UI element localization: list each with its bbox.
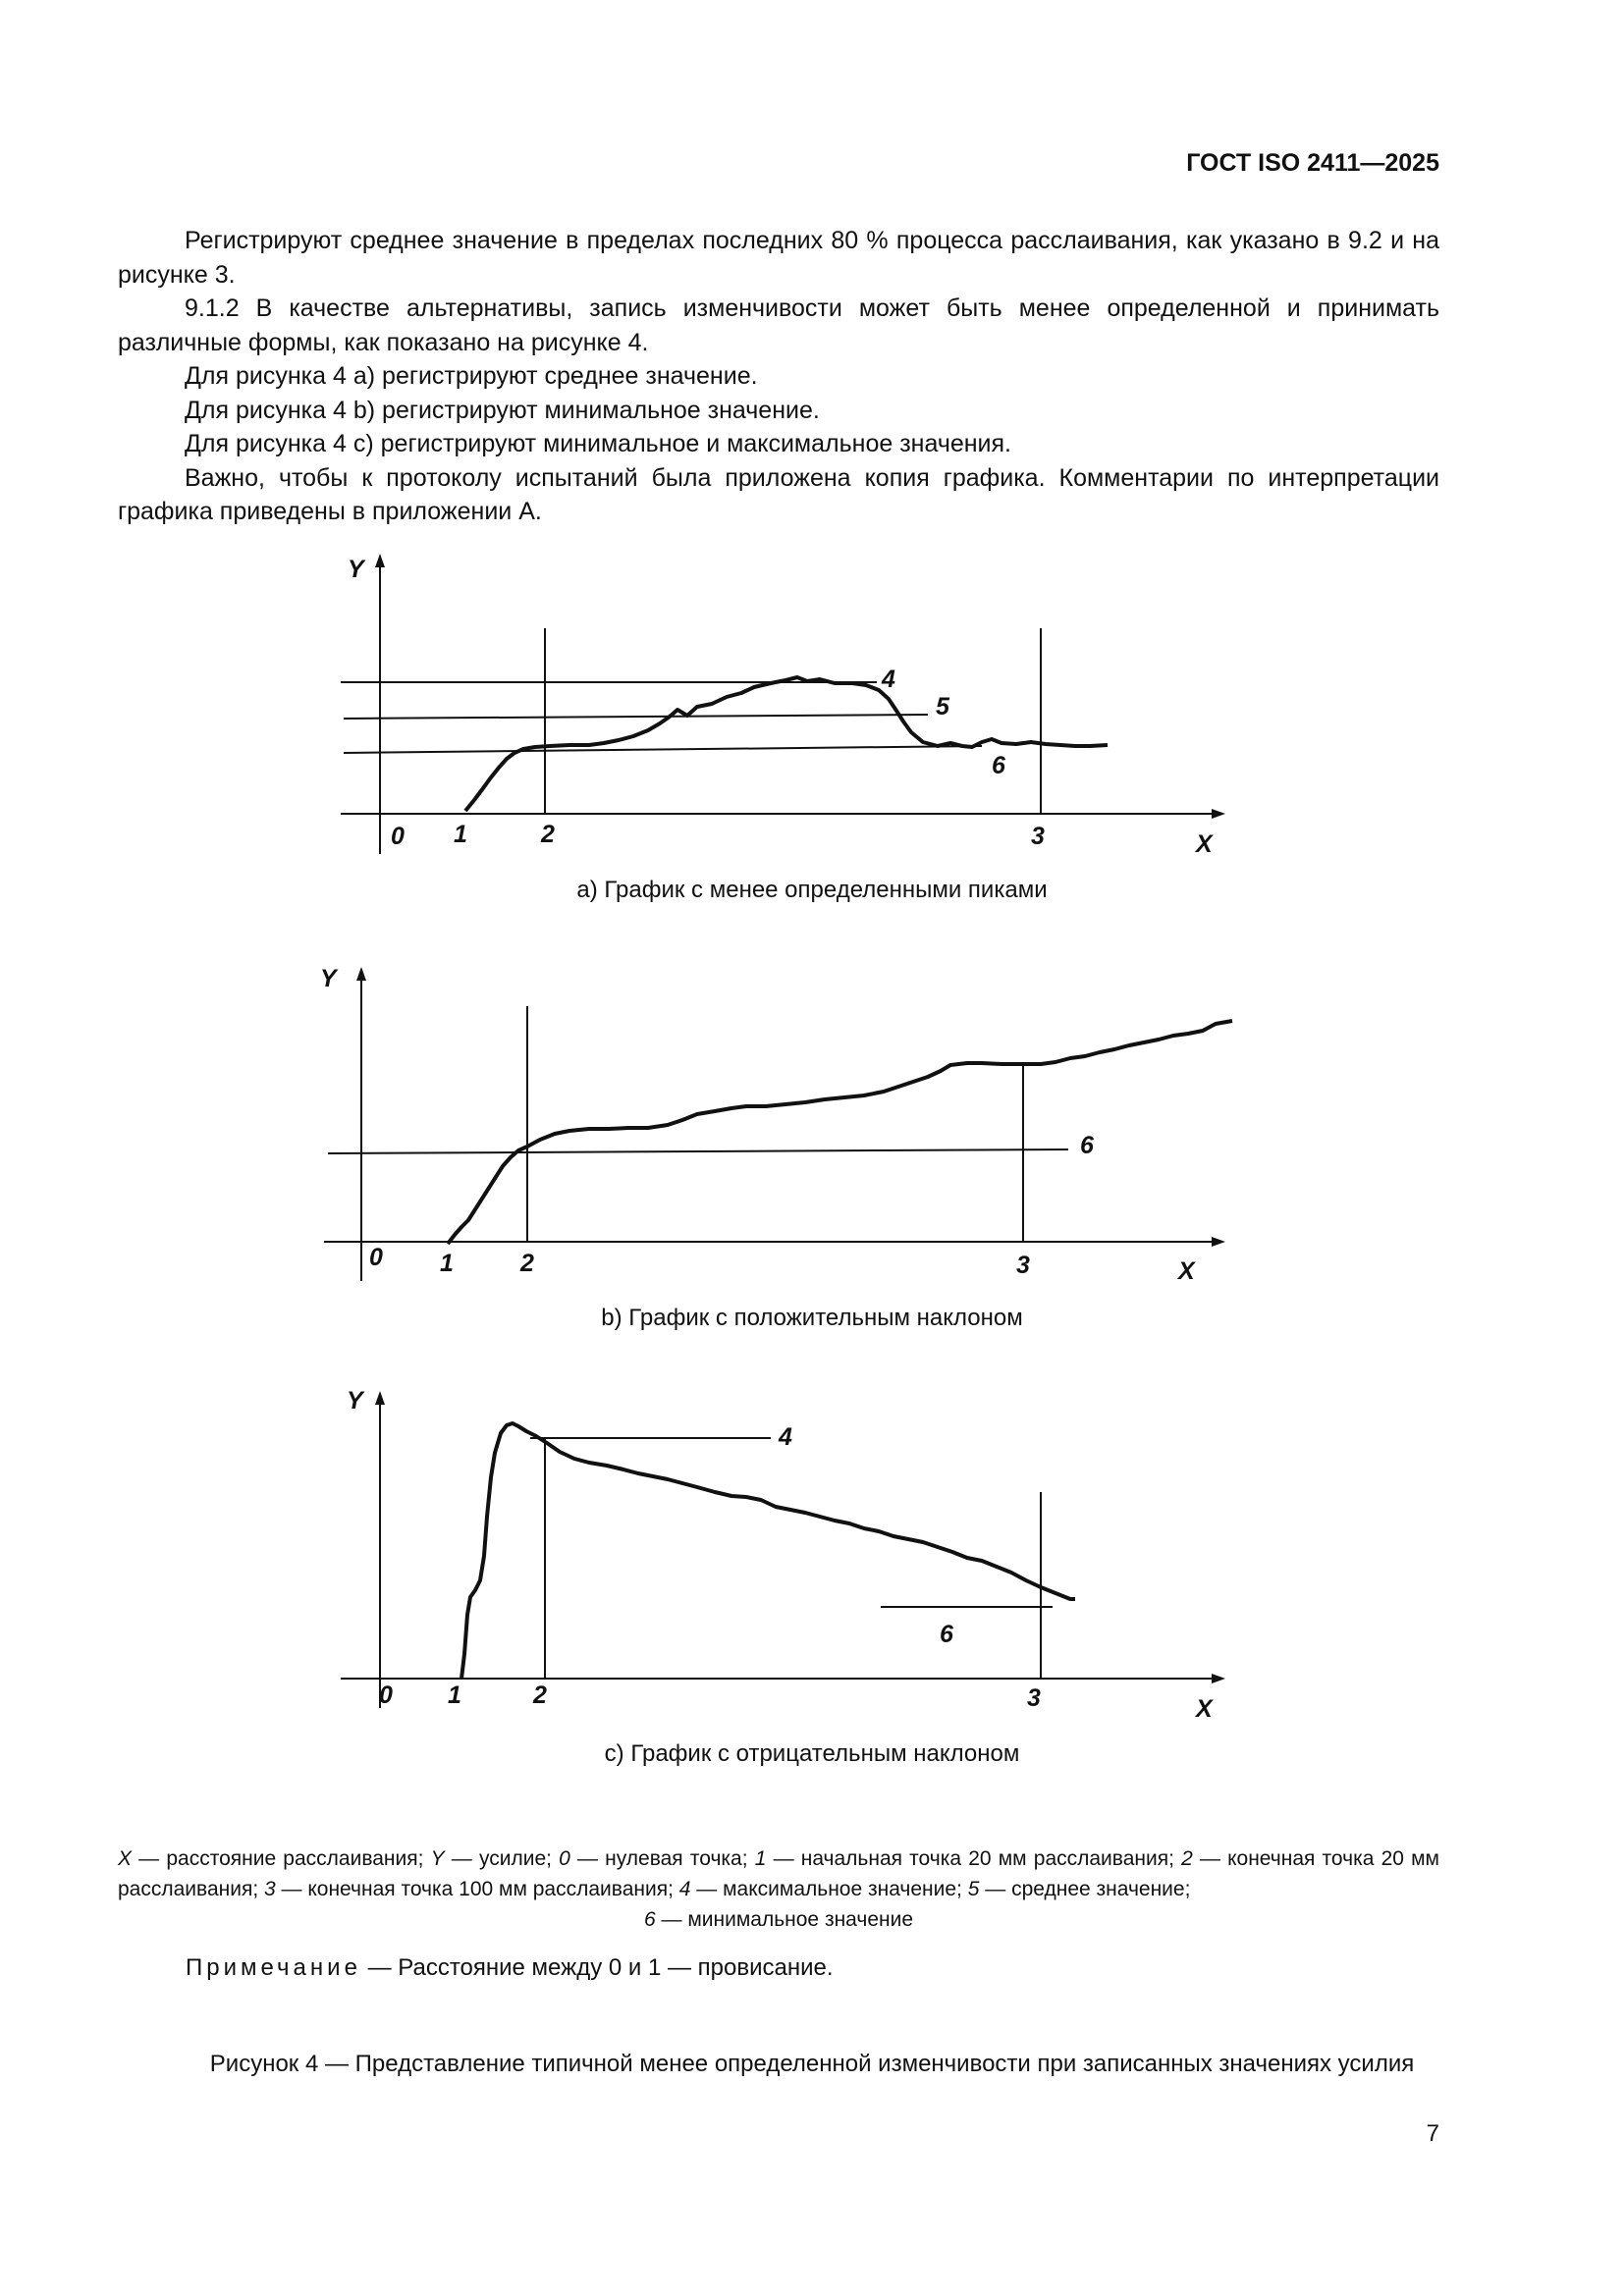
x-axis-arrow bbox=[1212, 1237, 1225, 1247]
y-axis-arrow bbox=[356, 967, 366, 981]
legend-items bbox=[118, 1843, 1439, 1904]
tick-label-0: 0 bbox=[379, 1682, 393, 1709]
tick-label-1: 1 bbox=[448, 1682, 461, 1709]
note-label: Примечание bbox=[186, 1954, 361, 1981]
legend-item bbox=[755, 1847, 1181, 1870]
x-axis-arrow bbox=[1212, 809, 1225, 819]
legend-key: 6 bbox=[643, 1908, 656, 1931]
legend-item bbox=[264, 1878, 679, 1900]
y-axis-arrow bbox=[375, 1391, 385, 1405]
legend-text: — нулевая точка; bbox=[569, 1847, 755, 1870]
legend-item bbox=[679, 1878, 968, 1900]
figure-c-caption: c) График с отрицательным наклоном bbox=[604, 1740, 1020, 1767]
legend-key: 4 bbox=[678, 1878, 691, 1900]
figure-legend bbox=[118, 1843, 1439, 1935]
legend-text: — среднее значение; bbox=[979, 1878, 1191, 1900]
legend-text: — расстояние расслаивания; bbox=[132, 1847, 431, 1870]
legend-text: — начальная точка 20 мм расслаивания; bbox=[766, 1847, 1182, 1870]
figure-b-caption: b) График с положительным наклоном bbox=[601, 1305, 1023, 1331]
paragraph: 9.1.2 В качестве альтернативы, запись изменчивости может быть менее определенной и принимать различные формы, как показано на рисунке 4. bbox=[118, 294, 1439, 356]
paragraph: Для рисунка 4 c) регистрируют минимальное и максимальное значения. bbox=[185, 430, 1012, 457]
legend-key: 5 bbox=[967, 1878, 980, 1900]
paragraph: Регистрируют среднее значение в пределах последних 80 % процесса расслаивания, как указано в 9.2 и на рисунке 3. bbox=[118, 227, 1439, 289]
axis-label-x: X bbox=[1178, 1257, 1195, 1285]
note-text: — Расстояние между 0 и 1 — провисание. bbox=[360, 1954, 834, 1981]
line-label-4: 4 bbox=[882, 666, 895, 693]
y-axis-arrow bbox=[375, 554, 385, 567]
axis-label-y: Y bbox=[348, 556, 364, 583]
force-curve bbox=[465, 677, 1108, 811]
legend-item bbox=[431, 1847, 560, 1870]
axis-label-x: X bbox=[1196, 1695, 1213, 1723]
legend-key: X bbox=[118, 1847, 133, 1870]
figure-a-caption: a) График с менее определенными пиками bbox=[576, 877, 1048, 903]
tick-label-2: 2 bbox=[541, 821, 555, 848]
figure-a-graph bbox=[0, 550, 1624, 874]
mean-value-line bbox=[344, 715, 928, 719]
tick-label-0: 0 bbox=[391, 823, 405, 850]
line-label-4: 4 bbox=[779, 1423, 792, 1451]
x-axis-arrow bbox=[1212, 1674, 1225, 1683]
line-label-6: 6 bbox=[940, 1621, 953, 1648]
page-number: 7 bbox=[1426, 2120, 1439, 2147]
legend-item bbox=[118, 1847, 431, 1870]
tick-label-3: 3 bbox=[1027, 1684, 1041, 1712]
force-curve bbox=[448, 1021, 1232, 1244]
line-label-6: 6 bbox=[992, 752, 1005, 779]
body-text bbox=[118, 224, 1439, 529]
tick-label-0: 0 bbox=[369, 1244, 383, 1271]
axis-label-y: Y bbox=[320, 965, 337, 992]
tick-label-3: 3 bbox=[1031, 823, 1045, 850]
axis-label-y: Y bbox=[347, 1387, 363, 1415]
paragraph: Для рисунка 4 a) регистрируют среднее значение. bbox=[185, 362, 758, 390]
figure-c-graph bbox=[0, 1379, 1624, 1723]
paragraph: Для рисунка 4 b) регистрируют минимальное значение. bbox=[185, 396, 820, 424]
line-label-5: 5 bbox=[936, 693, 949, 721]
legend-key: Y bbox=[430, 1847, 445, 1870]
legend-text: — конечная точка 100 мм расслаивания; bbox=[275, 1878, 679, 1900]
figure-b-graph bbox=[0, 957, 1624, 1291]
legend-text: — усилие; bbox=[444, 1847, 560, 1870]
min-value-line bbox=[344, 746, 982, 753]
min-value-line bbox=[328, 1149, 1068, 1153]
legend-text: — минимальное значение bbox=[655, 1908, 914, 1931]
tick-label-2: 2 bbox=[520, 1250, 534, 1277]
axis-label-x: X bbox=[1196, 830, 1213, 858]
figure-caption: Рисунок 4 — Представление типичной менее определенной изменчивости при записанных значениях усилия bbox=[209, 2051, 1415, 2077]
legend-text: — максимальное значение; bbox=[690, 1878, 968, 1900]
line-label-6: 6 bbox=[1080, 1132, 1094, 1159]
legend-key: 1 bbox=[754, 1847, 767, 1870]
legend-key: 0 bbox=[559, 1847, 570, 1870]
legend-item bbox=[559, 1847, 755, 1870]
paragraph: Важно, чтобы к протоколу испытаний была приложена копия графика. Комментарии по интерпретации графика приведены в приложении А. bbox=[118, 463, 1439, 525]
tick-label-2: 2 bbox=[533, 1682, 547, 1709]
legend-item bbox=[968, 1878, 1191, 1900]
legend-key: 2 bbox=[1181, 1847, 1193, 1870]
tick-label-3: 3 bbox=[1016, 1252, 1030, 1279]
document-code-header: ГОСТ ISO 2411—2025 bbox=[1186, 149, 1439, 177]
tick-label-1: 1 bbox=[454, 821, 467, 848]
legend-text: — конечная точка 20 мм расслаивания; bbox=[118, 1847, 1439, 1900]
legend-item-last bbox=[118, 1904, 1439, 1935]
tick-label-1: 1 bbox=[440, 1250, 454, 1277]
legend-key: 3 bbox=[264, 1878, 276, 1900]
force-curve bbox=[461, 1423, 1075, 1679]
note bbox=[186, 1954, 834, 1982]
